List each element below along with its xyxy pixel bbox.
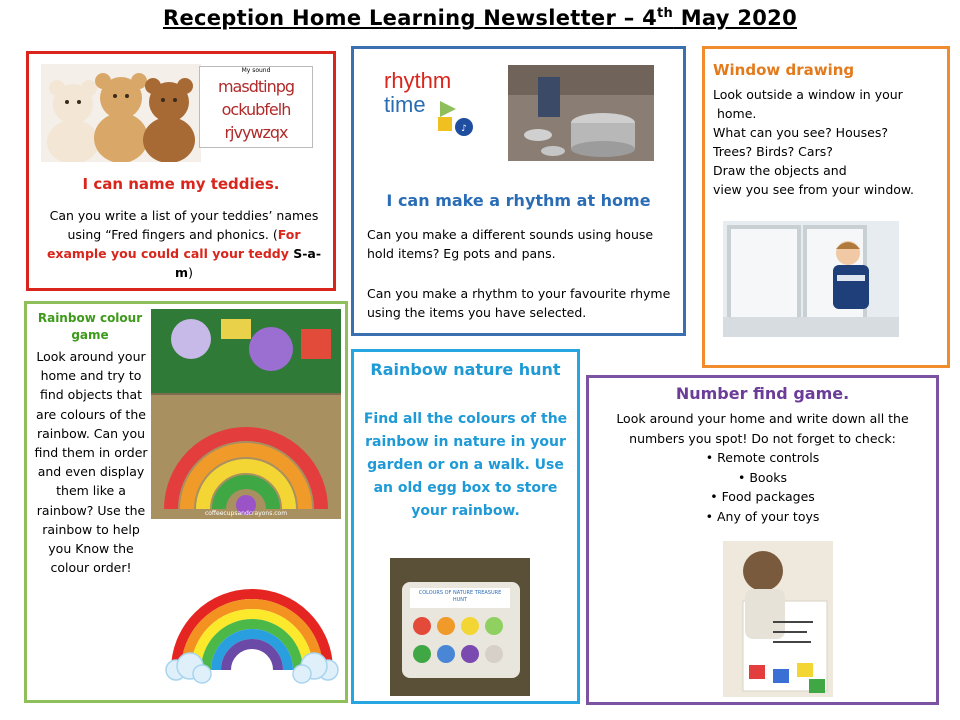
rhythm-time-logo: [384, 69, 494, 149]
rainbow-game-heading: Rainbow colour game: [37, 311, 143, 342]
sound-chart-row-3: rjvywzqx: [224, 123, 288, 142]
colourful-toys-photo: [151, 309, 341, 519]
number-find-panel: [586, 375, 939, 705]
number-find-heading: Number find game.: [675, 384, 850, 403]
sound-chart-title: My sound: [241, 67, 271, 74]
teddies-heading: I can name my teddies.: [82, 175, 280, 193]
egg-box-label: COLOURS OF NATURE TREASURE HUNT: [418, 590, 502, 603]
sound-chart-row-1: masdtinpg: [217, 77, 295, 96]
rhythm-logo-line1: rhythm: [384, 68, 452, 93]
rainbow-game-body: Look around your home and try to find objects that are colours of the rainbow. Can you find them in order and even display them like a rainbow? Use the rainbow to help you Know the colour order!: [34, 349, 148, 576]
list-item: • Any of your toys: [589, 507, 936, 527]
list-item: • Books: [589, 468, 936, 488]
teddies-body: [39, 206, 329, 282]
nature-hunt-panel: [351, 349, 580, 704]
teddies-example-open: (: [272, 227, 278, 242]
window-line-5: Draw the objects and: [713, 163, 847, 178]
teddies-panel: [26, 51, 336, 291]
nature-hunt-heading: Rainbow nature hunt: [370, 360, 561, 379]
list-item: • Remote controls: [589, 448, 936, 468]
teddies-example: For example you could call your teddy: [46, 227, 301, 261]
rhythm-logo-line2: time: [384, 92, 426, 117]
title-superscript: th: [657, 6, 674, 21]
teddies-example-name: S-a-m: [175, 246, 322, 280]
window-line-3: What can you see? Houses?: [713, 125, 889, 140]
teddies-example-close: ): [188, 265, 193, 280]
sound-chart-row-2: ockubfelh: [221, 100, 291, 119]
window-drawing-panel: [702, 46, 950, 368]
nature-hunt-body: Find all the colours of the rainbow in nature in your garden or on a walk. Use an old egg box to store your rainbow.: [363, 411, 568, 519]
window-line-1: Look outside a window in your: [713, 87, 903, 102]
list-item: • Food packages: [589, 487, 936, 507]
toys-photo-caption: coffeecupsandcrayons.com: [204, 510, 288, 517]
rainbow-illustration: [162, 554, 342, 694]
number-find-list: [589, 448, 936, 526]
child-writing-numbers-photo: [723, 541, 833, 697]
window-line-6: view you see from your window.: [713, 182, 914, 197]
teddy-bears-photo: [41, 64, 201, 162]
egg-box-photo: [390, 558, 530, 696]
sound-chart: [199, 66, 313, 148]
music-note-icon: [436, 99, 480, 139]
rainbow-game-panel: [24, 301, 348, 703]
rhythm-panel: [351, 46, 686, 336]
teddies-body-text: Can you write a list of your teddies’ names using “Fred fingers and phonics.: [49, 208, 319, 242]
pots-and-pans-photo: [508, 65, 654, 161]
title-main: Reception Home Learning Newsletter – 4: [162, 6, 658, 30]
window-heading: Window drawing: [713, 61, 855, 79]
number-find-intro: Look around your home and write down all the numbers you spot! Do not forget to check:: [616, 411, 909, 446]
svg-text:♪: ♪: [461, 124, 467, 134]
newsletter-title: [0, 6, 960, 30]
title-end: May 2020: [673, 6, 798, 30]
child-at-window-photo: [723, 221, 899, 337]
rhythm-body-2: Can you make a rhythm to your favourite rhyme using the items you have selected.: [367, 286, 671, 320]
window-line-2: home.: [713, 106, 757, 121]
rhythm-heading: I can make a rhythm at home: [386, 191, 651, 210]
rhythm-body-1: Can you make a different sounds using house hold items? Eg pots and pans.: [367, 227, 654, 261]
window-line-4: Trees? Birds? Cars?: [713, 144, 833, 159]
